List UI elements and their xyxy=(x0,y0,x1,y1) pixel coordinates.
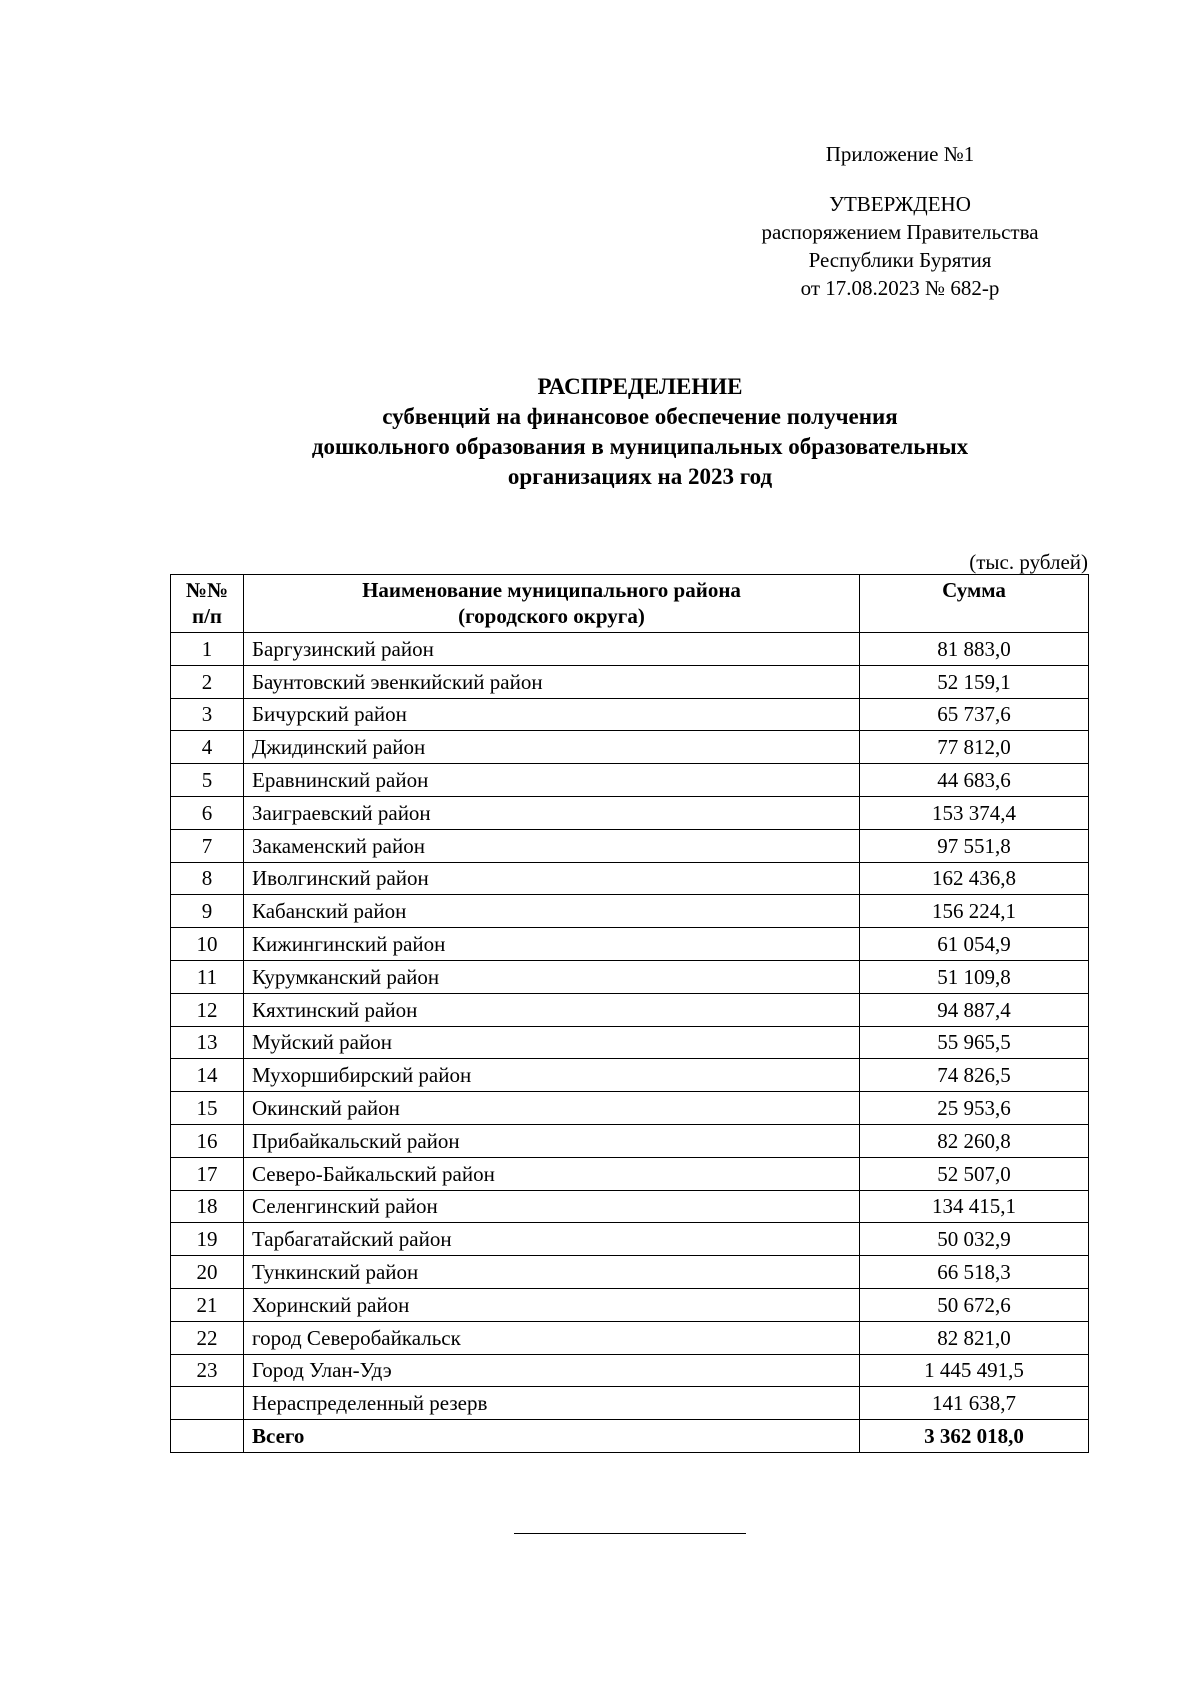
approval-block xyxy=(700,140,1100,302)
title-line-2: субвенций на финансовое обеспечение получения xyxy=(382,404,898,429)
title-line-1: РАСПРЕДЕЛЕНИЕ xyxy=(537,374,743,399)
table-row xyxy=(171,1256,1089,1289)
row-sum: 162 436,8 xyxy=(860,862,1089,895)
row-number: 19 xyxy=(171,1223,244,1256)
distribution-table xyxy=(170,574,1089,1453)
footer-divider xyxy=(514,1533,746,1534)
table-row xyxy=(171,665,1089,698)
row-sum: 50 032,9 xyxy=(860,1223,1089,1256)
row-sum: 55 965,5 xyxy=(860,1026,1089,1059)
row-name: Тарбагатайский район xyxy=(244,1223,860,1256)
row-number xyxy=(171,1387,244,1420)
row-sum: 81 883,0 xyxy=(860,633,1089,666)
row-name: Окинский район xyxy=(244,1092,860,1125)
table-row xyxy=(171,1288,1089,1321)
row-sum: 156 224,1 xyxy=(860,895,1089,928)
row-name: Всего xyxy=(244,1420,860,1453)
row-number: 21 xyxy=(171,1288,244,1321)
row-number: 17 xyxy=(171,1157,244,1190)
row-name: Мухоршибирский район xyxy=(244,1059,860,1092)
header-number xyxy=(171,575,244,633)
header-name-line-1: Наименование муниципального района xyxy=(362,578,741,602)
row-sum: 66 518,3 xyxy=(860,1256,1089,1289)
table-row xyxy=(171,633,1089,666)
approval-line-3: от 17.08.2023 № 682-р xyxy=(800,276,1000,300)
row-number: 18 xyxy=(171,1190,244,1223)
row-number: 14 xyxy=(171,1059,244,1092)
row-number: 7 xyxy=(171,829,244,862)
table-row xyxy=(171,1092,1089,1125)
row-number: 11 xyxy=(171,960,244,993)
table-row xyxy=(171,829,1089,862)
table-row xyxy=(171,1223,1089,1256)
row-sum: 3 362 018,0 xyxy=(860,1420,1089,1453)
header-name xyxy=(244,575,860,633)
table-row xyxy=(171,764,1089,797)
table-row xyxy=(171,960,1089,993)
header-name-line-2: (городского округа) xyxy=(458,604,645,628)
header-number-line-2: п/п xyxy=(191,604,223,628)
row-sum: 97 551,8 xyxy=(860,829,1089,862)
title-line-3: дошкольного образования в муниципальных образовательных xyxy=(311,434,969,459)
row-sum: 44 683,6 xyxy=(860,764,1089,797)
approved-label: УТВЕРЖДЕНО xyxy=(829,192,971,216)
approval-line-1: распоряжением Правительства xyxy=(761,220,1039,244)
row-sum: 141 638,7 xyxy=(860,1387,1089,1420)
table-row xyxy=(171,731,1089,764)
row-number: 23 xyxy=(171,1354,244,1387)
row-name: Баргузинский район xyxy=(244,633,860,666)
row-name: Селенгинский район xyxy=(244,1190,860,1223)
row-name: Заиграевский район xyxy=(244,796,860,829)
row-name: Прибайкальский район xyxy=(244,1124,860,1157)
table-row xyxy=(171,1354,1089,1387)
row-number: 13 xyxy=(171,1026,244,1059)
row-number: 1 xyxy=(171,633,244,666)
table-row xyxy=(171,928,1089,961)
header-number-line-1: №№ xyxy=(185,578,229,602)
row-name: Курумканский район xyxy=(244,960,860,993)
row-name: Кабанский район xyxy=(244,895,860,928)
row-name: Хоринский район xyxy=(244,1288,860,1321)
table-row xyxy=(171,1124,1089,1157)
row-sum: 25 953,6 xyxy=(860,1092,1089,1125)
row-sum: 153 374,4 xyxy=(860,796,1089,829)
row-sum: 77 812,0 xyxy=(860,731,1089,764)
row-number: 4 xyxy=(171,731,244,764)
table-row xyxy=(171,1387,1089,1420)
row-name: Северо-Байкальский район xyxy=(244,1157,860,1190)
table-row xyxy=(171,796,1089,829)
table-row xyxy=(171,1059,1089,1092)
row-name: Кижингинский район xyxy=(244,928,860,961)
row-number: 10 xyxy=(171,928,244,961)
header-sum: Сумма xyxy=(860,575,1089,633)
row-sum: 52 507,0 xyxy=(860,1157,1089,1190)
row-name: Бичурский район xyxy=(244,698,860,731)
row-sum: 94 887,4 xyxy=(860,993,1089,1026)
row-name: Тункинский район xyxy=(244,1256,860,1289)
row-sum: 51 109,8 xyxy=(860,960,1089,993)
row-number: 16 xyxy=(171,1124,244,1157)
document-title xyxy=(160,372,1120,492)
row-sum: 1 445 491,5 xyxy=(860,1354,1089,1387)
table-row xyxy=(171,698,1089,731)
row-number: 12 xyxy=(171,993,244,1026)
row-sum: 65 737,6 xyxy=(860,698,1089,731)
row-name: Баунтовский эвенкийский район xyxy=(244,665,860,698)
table-row xyxy=(171,1157,1089,1190)
table-row xyxy=(171,1190,1089,1223)
appendix-label: Приложение №1 xyxy=(825,142,975,166)
row-number: 3 xyxy=(171,698,244,731)
row-name: Кяхтинский район xyxy=(244,993,860,1026)
row-number: 15 xyxy=(171,1092,244,1125)
table-row xyxy=(171,993,1089,1026)
table-row xyxy=(171,1321,1089,1354)
table-total-row xyxy=(171,1420,1089,1453)
row-sum: 50 672,6 xyxy=(860,1288,1089,1321)
table-header-row xyxy=(171,575,1089,633)
row-name: Муйский район xyxy=(244,1026,860,1059)
row-number: 2 xyxy=(171,665,244,698)
row-number: 9 xyxy=(171,895,244,928)
row-name: Нераспределенный резерв xyxy=(244,1387,860,1420)
approval-line-2: Республики Бурятия xyxy=(808,248,992,272)
units-label: (тыс. рублей) xyxy=(969,550,1088,574)
row-number xyxy=(171,1420,244,1453)
row-name: Город Улан-Удэ xyxy=(244,1354,860,1387)
row-sum: 82 821,0 xyxy=(860,1321,1089,1354)
row-name: Джидинский район xyxy=(244,731,860,764)
row-number: 8 xyxy=(171,862,244,895)
table-row xyxy=(171,895,1089,928)
row-name: Иволгинский район xyxy=(244,862,860,895)
row-sum: 74 826,5 xyxy=(860,1059,1089,1092)
row-sum: 61 054,9 xyxy=(860,928,1089,961)
title-line-4: организациях на 2023 год xyxy=(507,464,773,489)
row-sum: 52 159,1 xyxy=(860,665,1089,698)
row-name: Закаменский район xyxy=(244,829,860,862)
row-number: 5 xyxy=(171,764,244,797)
table-row xyxy=(171,1026,1089,1059)
row-number: 20 xyxy=(171,1256,244,1289)
row-name: Еравнинский район xyxy=(244,764,860,797)
table-row xyxy=(171,862,1089,895)
row-number: 6 xyxy=(171,796,244,829)
row-number: 22 xyxy=(171,1321,244,1354)
row-sum: 82 260,8 xyxy=(860,1124,1089,1157)
row-name: город Северобайкальск xyxy=(244,1321,860,1354)
row-sum: 134 415,1 xyxy=(860,1190,1089,1223)
